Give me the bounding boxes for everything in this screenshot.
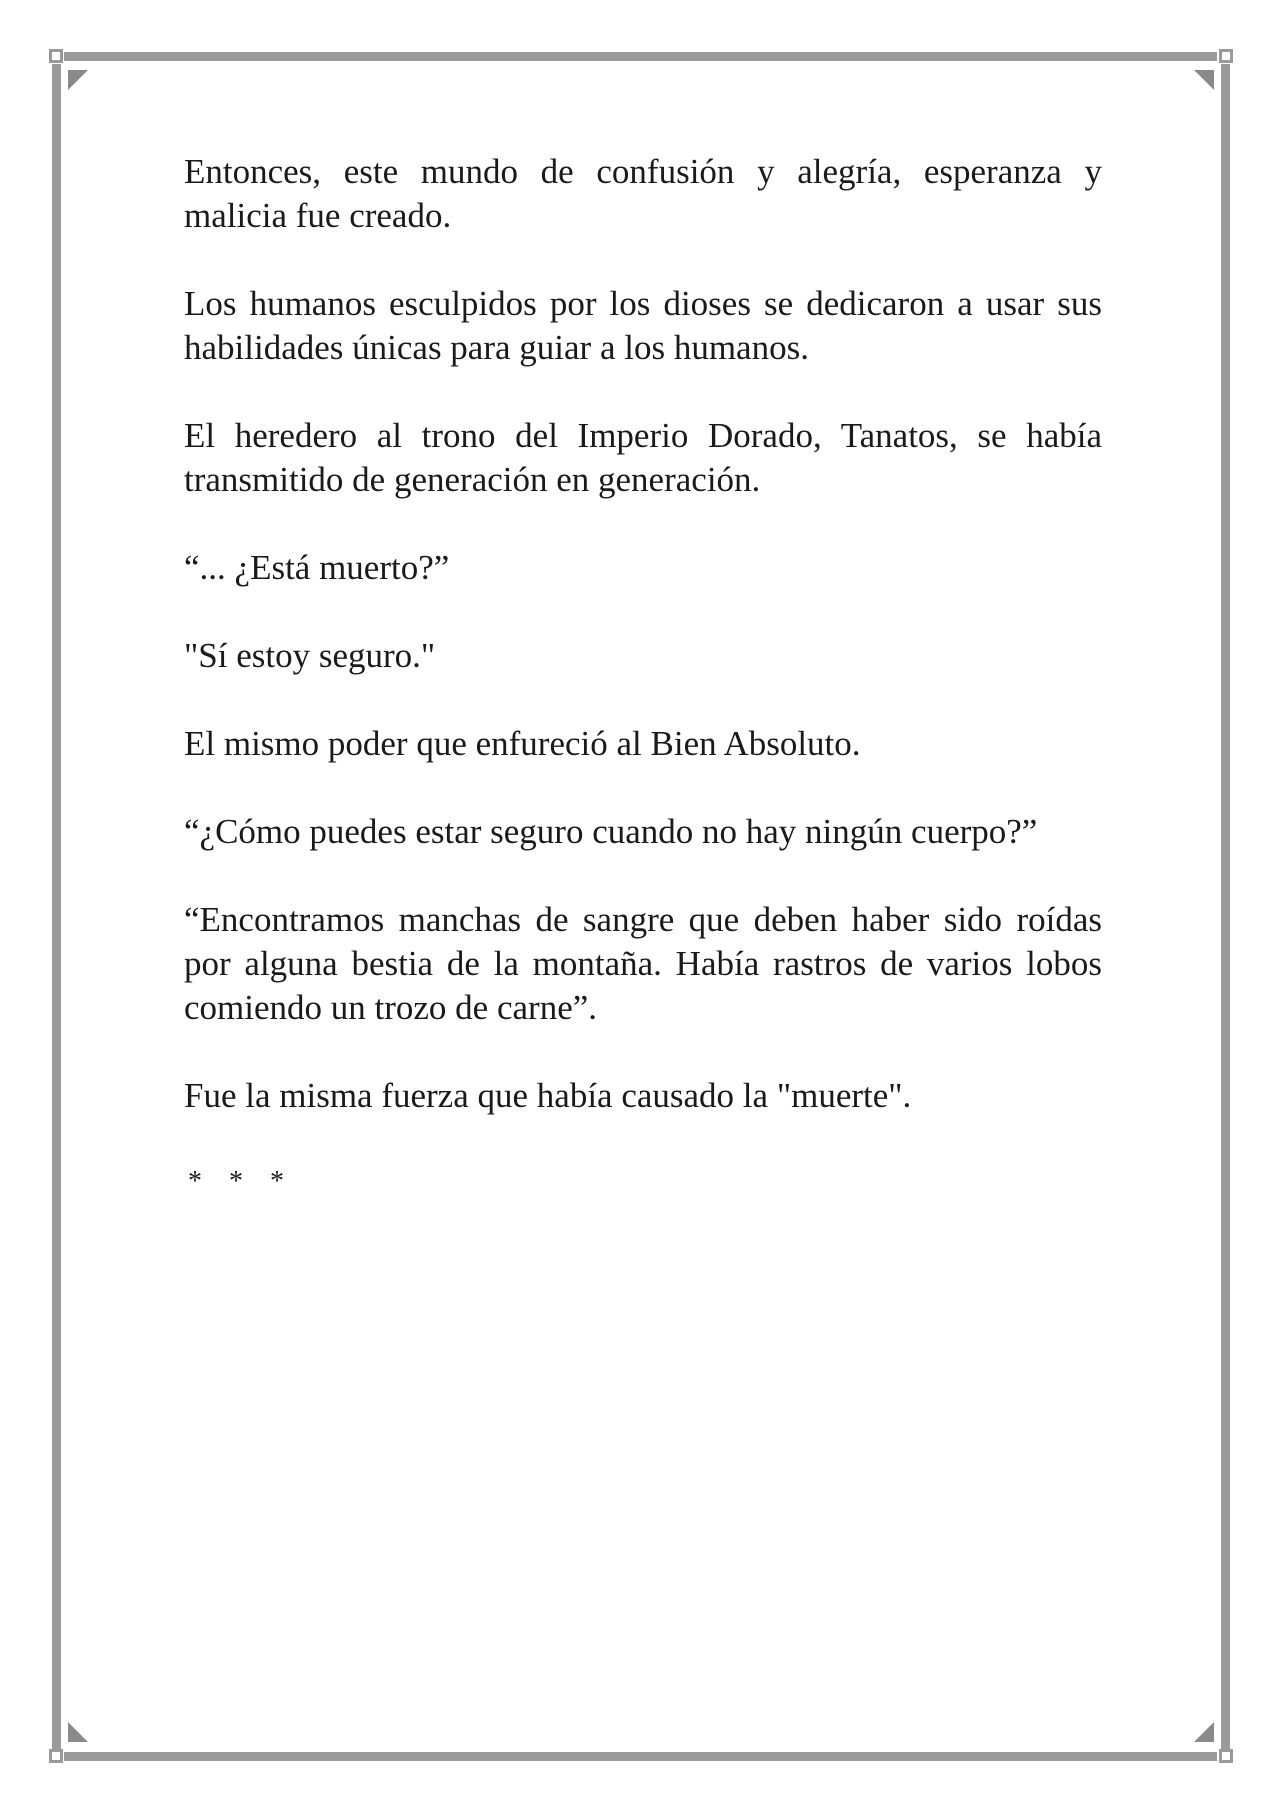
page-body: [184, 150, 1102, 1202]
paragraph: El heredero al trono del Imperio Dorado, Tanatos, se había transmitido de generación en generación.: [184, 416, 1102, 499]
dialogue-line: “¿Cómo puedes estar seguro cuando no hay ningún cuerpo?”: [184, 812, 1038, 851]
paragraph: El mismo poder que enfureció al Bien Absoluto.: [184, 724, 861, 763]
frame-corner-triangle-icon: [1194, 1722, 1214, 1742]
frame-corner-triangle-icon: [68, 70, 88, 90]
frame-corner-square-icon: [1219, 1749, 1233, 1763]
paragraph: Entonces, este mundo de confusión y alegría, esperanza y malicia fue creado.: [184, 152, 1102, 235]
dialogue-line: “Encontramos manchas de sangre que deben haber sido roídas por alguna bestia de la montaña. Había rastros de varios lobos comiendo un trozo de carne”.: [184, 900, 1102, 1027]
frame-corner-triangle-icon: [68, 1722, 88, 1742]
frame-corner-square-icon: [49, 49, 63, 63]
frame-corner-square-icon: [49, 1749, 63, 1763]
frame-border-bottom: [64, 1752, 1217, 1761]
dialogue-line: “... ¿Está muerto?”: [184, 548, 450, 587]
scene-separator: * * *: [188, 1166, 294, 1197]
frame-border-top: [64, 52, 1217, 61]
paragraph: Fue la misma fuerza que había causado la "muerte".: [184, 1076, 912, 1115]
frame-corner-triangle-icon: [1194, 70, 1214, 90]
frame-border-right: [1221, 64, 1230, 1750]
paragraph: Los humanos esculpidos por los dioses se dedicaron a usar sus habilidades únicas para guiar a los humanos.: [184, 284, 1102, 367]
dialogue-line: "Sí estoy seguro.": [184, 636, 436, 675]
frame-corner-square-icon: [1219, 49, 1233, 63]
frame-border-left: [52, 64, 61, 1750]
